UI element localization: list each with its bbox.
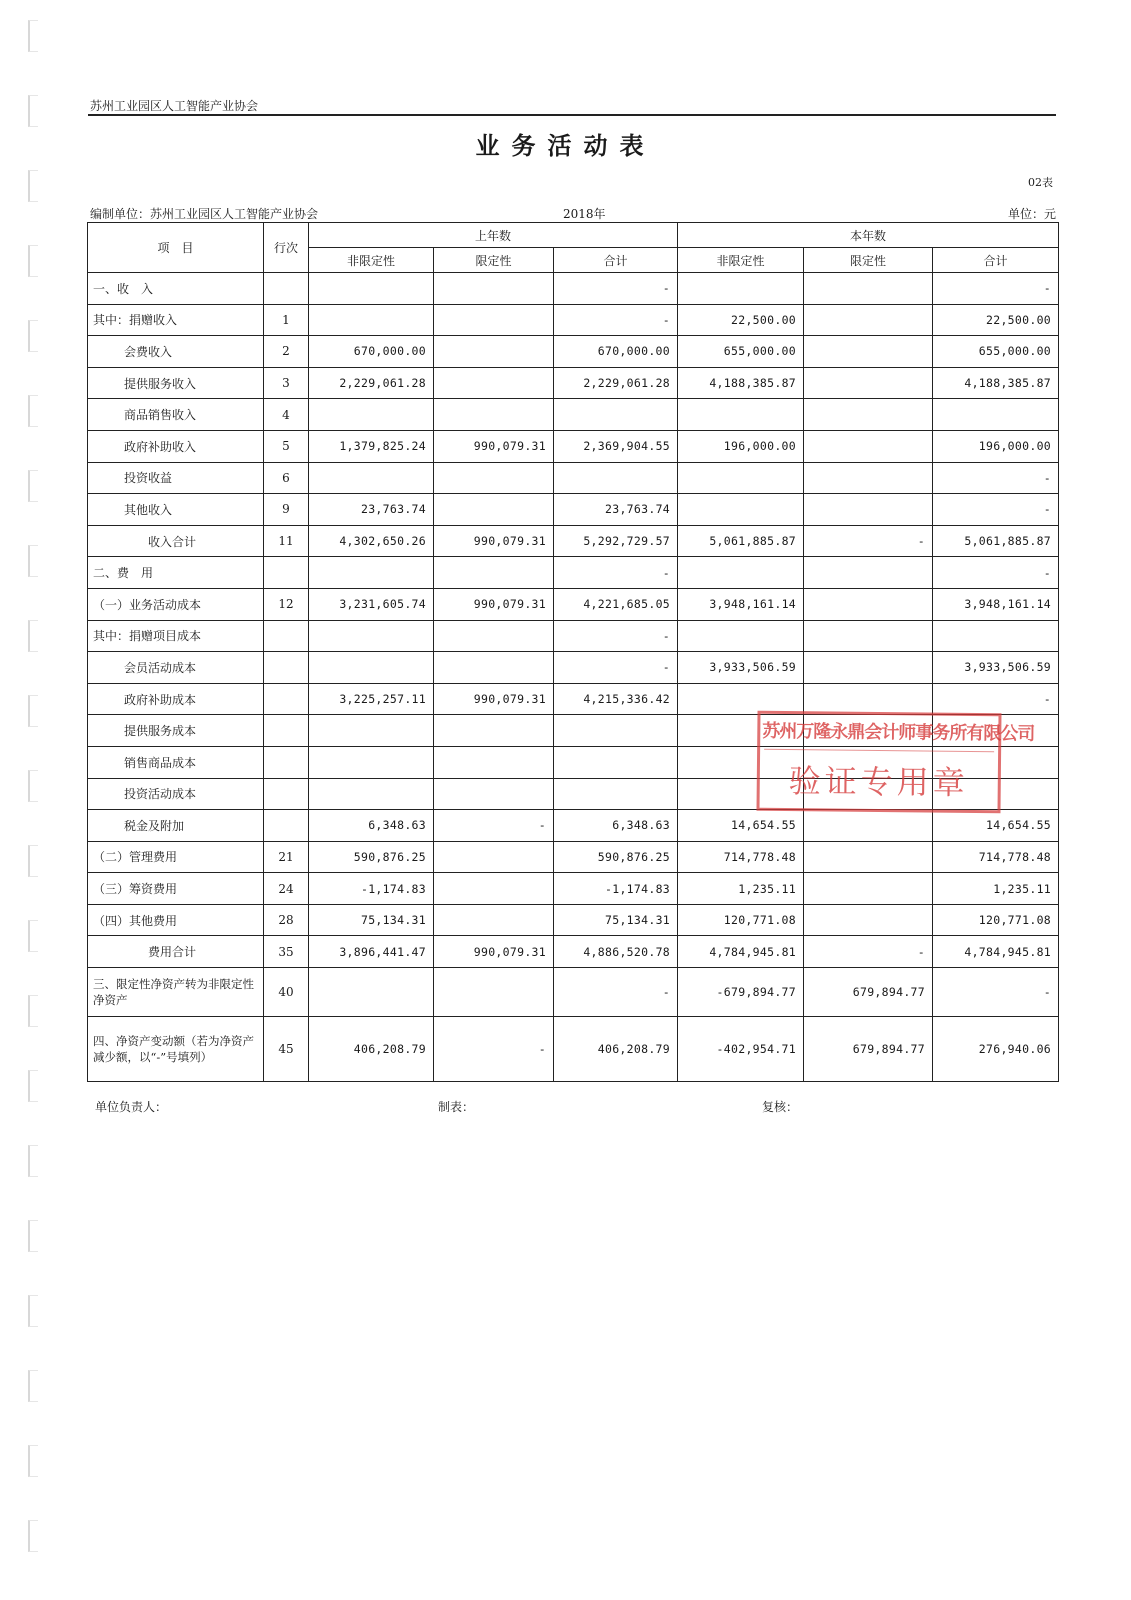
col-curr-restricted: 限定性 (804, 248, 933, 273)
table-row (88, 430, 1059, 462)
cell-cu: 120,771.08 (678, 904, 804, 936)
cell-cu: 22,500.00 (678, 304, 804, 336)
cell-pt: - (554, 620, 678, 652)
col-prev-restricted: 限定性 (434, 248, 554, 273)
cell-pr (434, 462, 554, 494)
row-item-label: 其中：捐赠收入 (88, 304, 264, 336)
cell-pt: 4,886,520.78 (554, 936, 678, 968)
cell-pu (309, 462, 434, 494)
cell-pt: - (554, 968, 678, 1017)
col-prev-total: 合计 (554, 248, 678, 273)
cell-cu: 4,188,385.87 (678, 367, 804, 399)
cell-cu (678, 399, 804, 431)
cell-pt: - (554, 652, 678, 684)
cell-ct: 714,778.48 (933, 841, 1059, 873)
cell-pu (309, 273, 434, 305)
cell-pr: 990,079.31 (434, 683, 554, 715)
row-line-number: 11 (264, 525, 309, 557)
cell-pu (309, 557, 434, 589)
cell-cr: 679,894.77 (804, 1017, 933, 1082)
cell-ct: 1,235.11 (933, 873, 1059, 905)
cell-cr (804, 904, 933, 936)
cell-pr: 990,079.31 (434, 588, 554, 620)
cell-cu: 1,235.11 (678, 873, 804, 905)
cell-ct: 22,500.00 (933, 304, 1059, 336)
cell-cu: 3,933,506.59 (678, 652, 804, 684)
row-line-number (264, 652, 309, 684)
cell-pt: 5,292,729.57 (554, 525, 678, 557)
cell-cr (804, 273, 933, 305)
cell-pt: -1,174.83 (554, 873, 678, 905)
row-item-label: 政府补助成本 (88, 683, 264, 715)
cell-pr (434, 620, 554, 652)
cell-pr: - (434, 810, 554, 842)
cell-pu: 3,231,605.74 (309, 588, 434, 620)
cell-cr (804, 462, 933, 494)
cell-pu: 406,208.79 (309, 1017, 434, 1082)
cell-pr (434, 841, 554, 873)
table-row (88, 936, 1059, 968)
cell-cr (804, 494, 933, 526)
row-line-number (264, 778, 309, 810)
cell-cr (804, 557, 933, 589)
table-row (88, 1017, 1059, 1082)
row-item-label: 提供服务成本 (88, 715, 264, 747)
col-item-header: 项 目 (88, 223, 264, 273)
cell-cu: -679,894.77 (678, 968, 804, 1017)
cell-cr (804, 430, 933, 462)
row-item-label: （三）筹资费用 (88, 873, 264, 905)
cell-ct: 3,948,161.14 (933, 588, 1059, 620)
org-header: 苏州工业园区人工智能产业协会 (90, 99, 259, 113)
row-item-label: 投资收益 (88, 462, 264, 494)
cell-cr (804, 810, 933, 842)
cell-pr (434, 399, 554, 431)
col-curr-unrestricted: 非限定性 (678, 248, 804, 273)
row-line-number: 2 (264, 336, 309, 368)
audit-seal (756, 711, 1035, 814)
cell-pr (434, 367, 554, 399)
row-line-number: 28 (264, 904, 309, 936)
col-prev-year-header: 上年数 (309, 223, 678, 248)
cell-cr (804, 304, 933, 336)
seal-firm-name: 苏州万隆永鼎会计师事务所有限公司 (762, 720, 1035, 745)
cell-pu: 2,229,061.28 (309, 367, 434, 399)
cell-cr (804, 588, 933, 620)
cell-cr (804, 683, 933, 715)
cell-pt (554, 778, 678, 810)
cell-pt: 2,369,904.55 (554, 430, 678, 462)
cell-cr (804, 399, 933, 431)
cell-pu (309, 652, 434, 684)
row-line-number (264, 746, 309, 778)
form-number: 02表 (1028, 176, 1053, 189)
cell-ct (933, 620, 1059, 652)
table-row (88, 273, 1059, 305)
row-item-label: 二、费 用 (88, 557, 264, 589)
cell-pt: 75,134.31 (554, 904, 678, 936)
row-item-label: 商品销售收入 (88, 399, 264, 431)
row-line-number: 3 (264, 367, 309, 399)
cell-pu (309, 715, 434, 747)
cell-pu (309, 620, 434, 652)
header-row-1 (88, 223, 1059, 248)
cell-pr (434, 652, 554, 684)
table-row (88, 462, 1059, 494)
cell-pu (309, 778, 434, 810)
cell-cu: -402,954.71 (678, 1017, 804, 1082)
cell-pr (434, 746, 554, 778)
cell-pt: - (554, 557, 678, 589)
row-item-label: 四、净资产变动额（若为净资产减少额，以“-”号填列） (88, 1017, 264, 1082)
cell-pr: 990,079.31 (434, 936, 554, 968)
cell-cu: 3,948,161.14 (678, 588, 804, 620)
cell-ct: 5,061,885.87 (933, 525, 1059, 557)
cell-pr: 990,079.31 (434, 525, 554, 557)
cell-pt: 590,876.25 (554, 841, 678, 873)
cell-pu (309, 399, 434, 431)
cell-pu: 75,134.31 (309, 904, 434, 936)
row-line-number: 4 (264, 399, 309, 431)
cell-pu: 4,302,650.26 (309, 525, 434, 557)
seal-purpose: 验证专用章 (788, 762, 969, 802)
cell-pu (309, 746, 434, 778)
row-line-number: 6 (264, 462, 309, 494)
cell-ct: - (933, 683, 1059, 715)
cell-cr (804, 652, 933, 684)
footer-review: 复核： (762, 1100, 799, 1114)
cell-pt: 4,221,685.05 (554, 588, 678, 620)
cell-pt: - (554, 273, 678, 305)
cell-cu (678, 620, 804, 652)
row-line-number: 5 (264, 430, 309, 462)
table-row (88, 620, 1059, 652)
cell-pt: 670,000.00 (554, 336, 678, 368)
cell-cr (804, 873, 933, 905)
cell-cr: - (804, 525, 933, 557)
row-line-number: 45 (264, 1017, 309, 1082)
seal-divider (764, 749, 994, 752)
cell-pr (434, 494, 554, 526)
cell-pr (434, 715, 554, 747)
cell-pr (434, 273, 554, 305)
cell-ct: 4,784,945.81 (933, 936, 1059, 968)
table-row (88, 336, 1059, 368)
cell-cr (804, 367, 933, 399)
cell-pt: 2,229,061.28 (554, 367, 678, 399)
row-line-number: 21 (264, 841, 309, 873)
row-line-number (264, 810, 309, 842)
row-line-number (264, 273, 309, 305)
table-row (88, 683, 1059, 715)
table-row (88, 557, 1059, 589)
cell-ct: 14,654.55 (933, 810, 1059, 842)
cell-ct: 3,933,506.59 (933, 652, 1059, 684)
footer-prepared: 制表： (438, 1100, 475, 1114)
table-row (88, 588, 1059, 620)
row-item-label: 一、收 入 (88, 273, 264, 305)
cell-cu: 14,654.55 (678, 810, 804, 842)
row-item-label: 其他收入 (88, 494, 264, 526)
cell-pt: 23,763.74 (554, 494, 678, 526)
table-row (88, 810, 1059, 842)
row-item-label: 收入合计 (88, 525, 264, 557)
cell-cu (678, 557, 804, 589)
col-curr-total: 合计 (933, 248, 1059, 273)
cell-pr (434, 557, 554, 589)
col-line-header: 行次 (264, 223, 309, 273)
cell-cr: 679,894.77 (804, 968, 933, 1017)
cell-pt: - (554, 304, 678, 336)
cell-pr (434, 336, 554, 368)
row-item-label: （二）管理费用 (88, 841, 264, 873)
cell-cu: 714,778.48 (678, 841, 804, 873)
footer-unit-head: 单位负责人： (95, 1100, 168, 1114)
report-year: 2018年 (563, 207, 606, 221)
cell-cu (678, 273, 804, 305)
cell-pu (309, 304, 434, 336)
row-line-number: 40 (264, 968, 309, 1017)
table-row (88, 652, 1059, 684)
binding-holes (28, 0, 40, 1600)
activity-statement-table (87, 222, 1059, 1082)
table-row (88, 841, 1059, 873)
row-line-number: 35 (264, 936, 309, 968)
cell-ct: 4,188,385.87 (933, 367, 1059, 399)
header-rule (88, 114, 1056, 116)
table-row (88, 873, 1059, 905)
cell-pr: 990,079.31 (434, 430, 554, 462)
cell-pu (309, 968, 434, 1017)
cell-pt (554, 462, 678, 494)
row-line-number: 12 (264, 588, 309, 620)
row-line-number (264, 620, 309, 652)
cell-pt (554, 715, 678, 747)
row-item-label: 政府补助收入 (88, 430, 264, 462)
row-item-label: 投资活动成本 (88, 778, 264, 810)
cell-ct: - (933, 273, 1059, 305)
cell-cu: 655,000.00 (678, 336, 804, 368)
cell-cr: - (804, 936, 933, 968)
currency-unit: 单位：元 (1007, 207, 1056, 221)
table-row (88, 525, 1059, 557)
table-row (88, 399, 1059, 431)
cell-ct: 120,771.08 (933, 904, 1059, 936)
cell-ct: 655,000.00 (933, 336, 1059, 368)
cell-pr: - (434, 1017, 554, 1082)
cell-cu: 196,000.00 (678, 430, 804, 462)
row-line-number: 9 (264, 494, 309, 526)
cell-pt (554, 746, 678, 778)
cell-cu (678, 494, 804, 526)
col-curr-year-header: 本年数 (678, 223, 1059, 248)
table-row (88, 367, 1059, 399)
cell-pu: 6,348.63 (309, 810, 434, 842)
cell-ct: 196,000.00 (933, 430, 1059, 462)
cell-cu: 5,061,885.87 (678, 525, 804, 557)
cell-pt: 6,348.63 (554, 810, 678, 842)
row-line-number (264, 557, 309, 589)
cell-ct: - (933, 557, 1059, 589)
row-item-label: 销售商品成本 (88, 746, 264, 778)
table-row (88, 494, 1059, 526)
row-item-label: 其中：捐赠项目成本 (88, 620, 264, 652)
cell-cu (678, 462, 804, 494)
cell-pu: 1,379,825.24 (309, 430, 434, 462)
row-item-label: 税金及附加 (88, 810, 264, 842)
table-row (88, 968, 1059, 1017)
cell-pu: -1,174.83 (309, 873, 434, 905)
cell-pu: 3,896,441.47 (309, 936, 434, 968)
cell-cr (804, 620, 933, 652)
cell-pu: 590,876.25 (309, 841, 434, 873)
row-item-label: （一）业务活动成本 (88, 588, 264, 620)
cell-cu: 4,784,945.81 (678, 936, 804, 968)
row-item-label: （四）其他费用 (88, 904, 264, 936)
cell-pt: 406,208.79 (554, 1017, 678, 1082)
row-line-number: 1 (264, 304, 309, 336)
cell-pt: 4,215,336.42 (554, 683, 678, 715)
cell-pr (434, 968, 554, 1017)
table-row (88, 904, 1059, 936)
row-item-label: 三、限定性净资产转为非限定性净资产 (88, 968, 264, 1017)
cell-pu: 3,225,257.11 (309, 683, 434, 715)
cell-ct: - (933, 462, 1059, 494)
cell-pt (554, 399, 678, 431)
cell-pr (434, 304, 554, 336)
cell-pr (434, 778, 554, 810)
row-item-label: 提供服务收入 (88, 367, 264, 399)
row-item-label: 会员活动成本 (88, 652, 264, 684)
page-title: 业务活动表 (475, 131, 656, 160)
prepared-by: 编制单位：苏州工业园区人工智能产业协会 (90, 207, 319, 221)
cell-ct: - (933, 968, 1059, 1017)
row-line-number: 24 (264, 873, 309, 905)
table-row (88, 304, 1059, 336)
cell-ct: - (933, 494, 1059, 526)
cell-pr (434, 873, 554, 905)
row-item-label: 会费收入 (88, 336, 264, 368)
cell-pr (434, 904, 554, 936)
cell-ct: 276,940.06 (933, 1017, 1059, 1082)
cell-pu: 23,763.74 (309, 494, 434, 526)
row-item-label: 费用合计 (88, 936, 264, 968)
cell-cr (804, 336, 933, 368)
cell-pu: 670,000.00 (309, 336, 434, 368)
col-prev-unrestricted: 非限定性 (309, 248, 434, 273)
row-line-number (264, 715, 309, 747)
cell-cr (804, 841, 933, 873)
row-line-number (264, 683, 309, 715)
cell-ct (933, 399, 1059, 431)
